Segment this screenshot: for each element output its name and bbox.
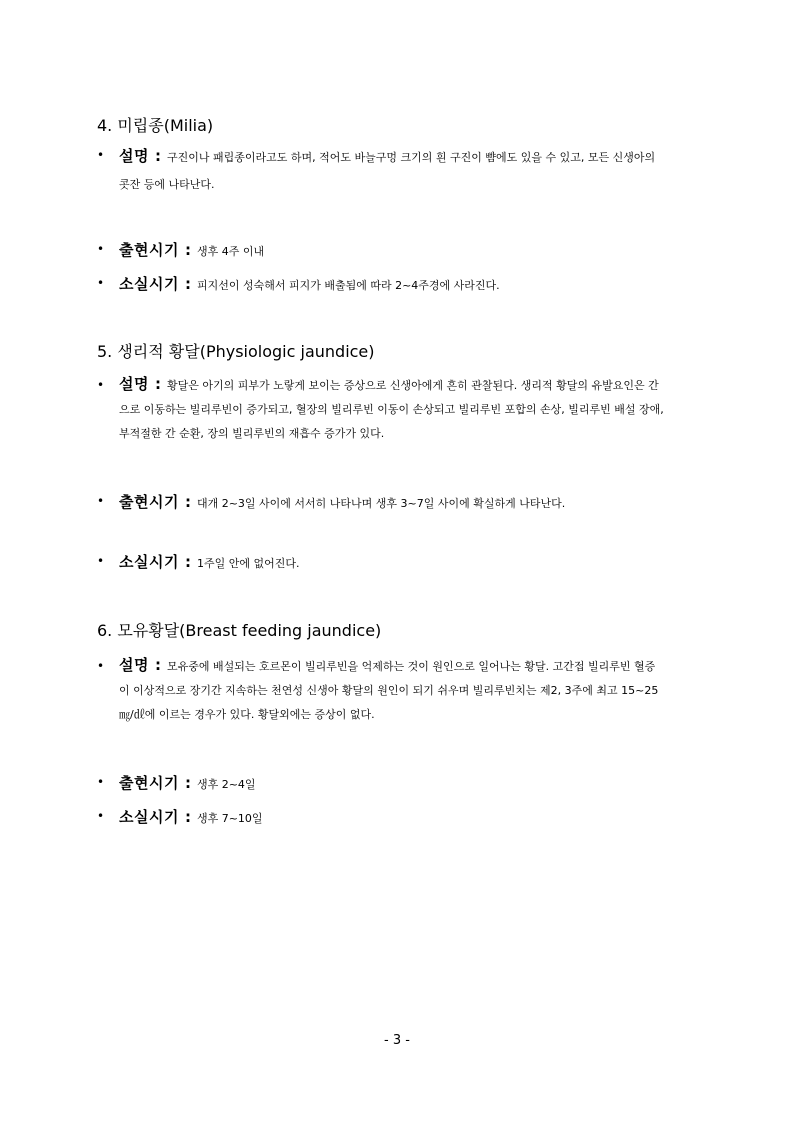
item-label: 출현시기	[119, 774, 179, 792]
bullet-icon: •	[97, 775, 105, 789]
item-colon: :	[184, 241, 191, 259]
item-label: 소실시기	[119, 553, 179, 571]
item-colon: :	[154, 375, 161, 393]
item-colon: :	[184, 275, 191, 293]
item-colon: :	[184, 553, 191, 571]
section-breast-feeding-jaundice	[97, 621, 677, 826]
bullet-icon: •	[97, 494, 105, 508]
item-colon: :	[184, 774, 191, 792]
item-label: 출현시기	[119, 241, 179, 259]
section-heading: 5. 생리적 황달(Physiologic jaundice)	[97, 342, 375, 361]
item-text: 생후 2~4일	[196, 778, 256, 791]
item-colon: :	[154, 147, 161, 165]
section-heading: 4. 미립종(Milia)	[97, 116, 214, 135]
page-number: - 3 -	[384, 1033, 410, 1048]
section-heading: 6. 모유황달(Breast feeding jaundice)	[97, 621, 382, 640]
bullet-icon: •	[97, 378, 105, 392]
section-physiologic-jaundice	[97, 342, 677, 571]
item-label: 설명	[119, 375, 149, 393]
item-label: 설명	[119, 656, 149, 674]
item-colon: :	[154, 656, 161, 674]
bullet-icon: •	[97, 148, 105, 162]
item-colon: :	[184, 493, 191, 511]
item-text: 대개 2~3일 사이에 서서히 나타나며 생후 3~7일 사이에 확실하게 나타난다.	[196, 497, 566, 510]
item-label: 설명	[119, 147, 149, 165]
item-label: 출현시기	[119, 493, 179, 511]
bullet-icon: •	[97, 276, 105, 290]
item-text: 황달은 아기의 피부가 노랗게 보이는 증상으로 신생아에게 흔히 관찰된다. 생리적 황달의 유발요인은 간으로 이동하는 빌리루빈이 증가되고, 혈장의 빌리루빈 이동이 손상되고 빌리루빈 포합의 손상, 빌리루빈 배설 장애, 부적절한 간 순환, 장의 빌리루빈의 재흡수 증가가 있다.	[119, 379, 664, 440]
section-milia	[97, 116, 677, 293]
item-colon: :	[184, 808, 191, 826]
bullet-icon: •	[97, 554, 105, 568]
item-text: 구진이나 패립종이라고도 하며, 적어도 바늘구멍 크기의 흰 구진이 뺨에도 있을 수 있고, 모든 신생아의 콧잔 등에 나타난다.	[119, 151, 656, 191]
item-text: 생후 7~10일	[196, 812, 263, 825]
bullet-icon: •	[97, 659, 105, 673]
bullet-icon: •	[97, 242, 105, 256]
bullet-icon: •	[97, 809, 105, 823]
item-label: 소실시기	[119, 275, 179, 293]
item-text: 피지선이 성숙해서 피지가 배출됨에 따라 2~4주경에 사라진다.	[196, 279, 500, 292]
item-label: 소실시기	[119, 808, 179, 826]
item-text: 모유중에 배설되는 호르몬이 빌리루빈을 억제하는 것이 원인으로 일어나는 황달. 고간접 빌리루빈 혈증이 이상적으로 장기간 지속하는 천연성 신생아 황달의 원인이 되기 쉬우며 빌리루빈치는 제2, 3주에 최고 15~25㎎/㎗에 이르는 경우가 있다. 황달외에는 증상이 없다.	[119, 660, 659, 721]
item-text: 1주일 안에 없어진다.	[196, 557, 300, 570]
item-text: 생후 4주 이내	[196, 245, 265, 258]
